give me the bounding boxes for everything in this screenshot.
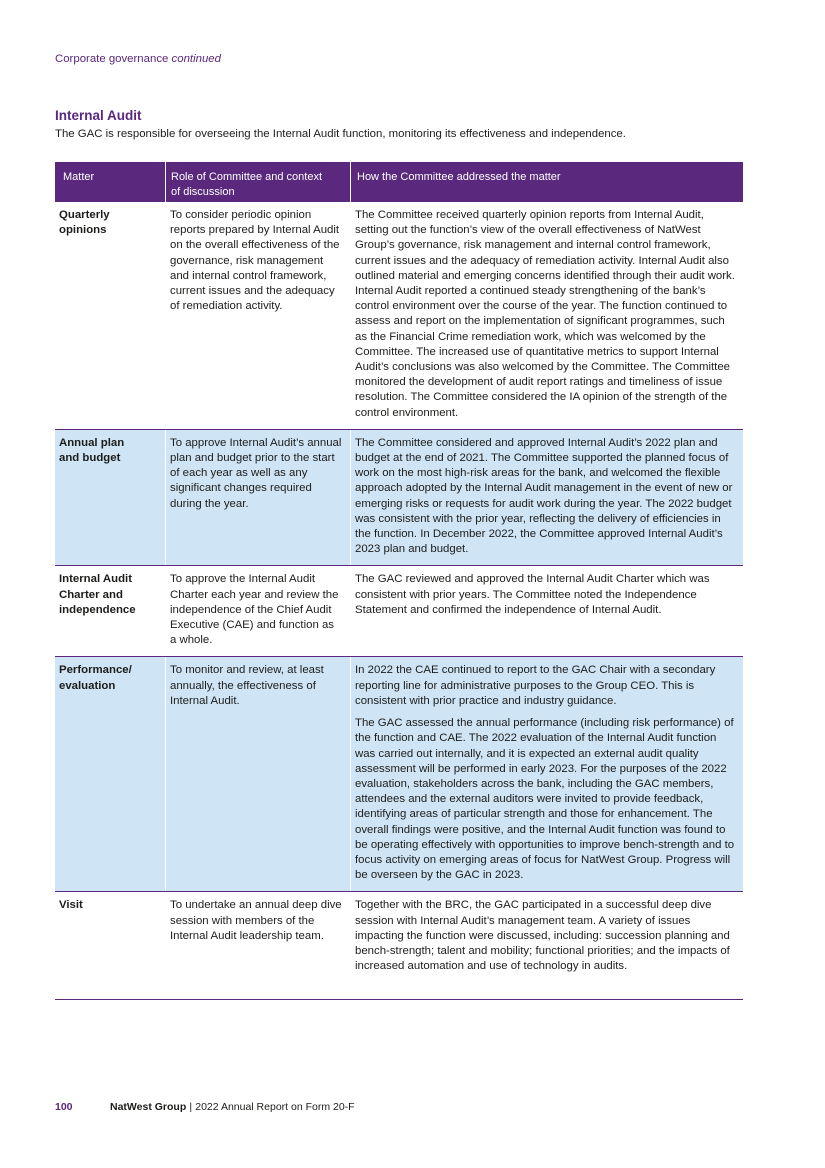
matter-cell: Performance/ evaluation bbox=[55, 657, 165, 891]
internal-audit-table bbox=[55, 162, 743, 1000]
page-footer bbox=[55, 1100, 355, 1114]
footer-report-title: 2022 Annual Report on Form 20-F bbox=[195, 1101, 355, 1113]
role-cell: To monitor and review, at least annually, the effectiveness of Internal Audit. bbox=[166, 657, 350, 891]
matter-cell: Visit bbox=[55, 892, 165, 999]
matter-cell: Annual plan and budget bbox=[55, 430, 165, 566]
table-row-annual-plan-and-budget bbox=[55, 430, 743, 567]
table-row-performance-evaluation bbox=[55, 657, 743, 892]
footer-brand: NatWest Group bbox=[110, 1101, 187, 1113]
column-header-matter: Matter bbox=[55, 162, 165, 202]
table-body bbox=[55, 202, 743, 1000]
table-header-row bbox=[55, 162, 743, 202]
footer-separator: | bbox=[189, 1101, 193, 1113]
table-row-charter-and-independence bbox=[55, 566, 743, 657]
how-paragraph: The Committee received quarterly opinion reports from Internal Audit, setting out the function’s view of the overall effectiveness of NatWest Group’s governance, risk management and internal control framework, current issues and the adequacy of remediation activity. Internal Audit also outlined material and emerging concerns identified through their audit work. Internal Audit reported a continued steady strengthening of the bank’s control environment over the course of the year. The function continued to assess and report on the implementation of significant programmes, such as the Financial Crime remediation work, which was welcomed by the Committee. The increased use of quantitative metrics to support Internal Audit’s conclusions was also welcomed by the Committee. The Committee monitored the development of audit report ratings and timeliness of issue resolution. The Committee considered the IA opinion of the strength of the control environment. bbox=[355, 209, 735, 419]
how-cell bbox=[351, 657, 743, 891]
matter-cell: Quarterly opinions bbox=[55, 202, 165, 429]
table-row-visit bbox=[55, 892, 743, 1000]
how-cell bbox=[351, 430, 743, 566]
how-paragraph: The Committee considered and approved Internal Audit’s 2022 plan and budget at the end of 2021. The Committee supported the planned focus of work on the most high-risk areas for the bank, and welcomed the flexible approach adopted by the Internal Audit management in the event of new or emerging risks or requests for audit work during the year. The 2022 budget was consistent with the prior year, reflecting the delivery of efficiencies in the function. In December 2022, the Committee approved Internal Audit’s 2023 plan and budget. bbox=[355, 436, 733, 556]
column-header-role: Role of Committee and context of discussion bbox=[166, 162, 350, 202]
role-cell: To approve the Internal Audit Charter each year and review the independence of the Chief Audit Executive (CAE) and function as a whole. bbox=[166, 566, 350, 656]
how-cell bbox=[351, 892, 743, 999]
role-cell: To undertake an annual deep dive session with members of the Internal Audit leadership team. bbox=[166, 892, 350, 999]
role-cell: To approve Internal Audit’s annual plan and budget prior to the start of each year as well as any significant changes required during the year. bbox=[166, 430, 350, 566]
table-row-quarterly-opinions bbox=[55, 202, 743, 430]
role-cell: To consider periodic opinion reports prepared by Internal Audit on the overall effectiveness of the governance, risk management and internal control framework, current issues and the adequacy of remediation activity. bbox=[166, 202, 350, 429]
how-paragraph: Together with the BRC, the GAC participated in a successful deep dive session with Internal Audit’s management team. A variety of issues impacting the function were discussed, including: succession planning and bench-strength; talent and mobility; functional priorities; and the impacts of increased automation and use of technology in audits. bbox=[355, 899, 730, 973]
running-header-section: Corporate governance bbox=[55, 53, 169, 65]
matter-cell: Internal Audit Charter and independence bbox=[55, 566, 165, 656]
section-title: Internal Audit bbox=[55, 108, 142, 123]
page-number: 100 bbox=[55, 1101, 73, 1113]
how-paragraph: In 2022 the CAE continued to report to the GAC Chair with a secondary reporting line for administrative purposes to the Group CEO. This is consistent with prior practice and industry guidance. bbox=[355, 664, 716, 707]
section-description: The GAC is responsible for overseeing the Internal Audit function, monitoring its effectiveness and independence. bbox=[55, 128, 626, 140]
how-cell bbox=[351, 202, 743, 429]
how-paragraph: The GAC assessed the annual performance (including risk performance) of the function and CAE. The 2022 evaluation of the Internal Audit function was carried out internally, and it is expected an external audit quality assessment will be performed in early 2023. For the purposes of the 2022 evaluation, stakeholders across the bank, including the GAC members, attendees and the external auditors were invited to provide feedback, identifying areas of particular strength and those for enhancement. The overall findings were positive, and the Internal Audit function was found to be operating effectively with opportunities to improve bench-strength and to focus activity on emerging areas of focus for NatWest Group. Progress will be overseen by the GAC in 2023. bbox=[355, 717, 735, 882]
column-header-how: How the Committee addressed the matter bbox=[351, 162, 743, 202]
how-cell bbox=[351, 566, 743, 656]
running-header bbox=[55, 52, 221, 67]
running-header-qualifier: continued bbox=[171, 53, 221, 65]
how-paragraph: The GAC reviewed and approved the Internal Audit Charter which was consistent with prior years. The Committee noted the Independence Statement and confirmed the independence of Internal Audit. bbox=[355, 573, 710, 616]
